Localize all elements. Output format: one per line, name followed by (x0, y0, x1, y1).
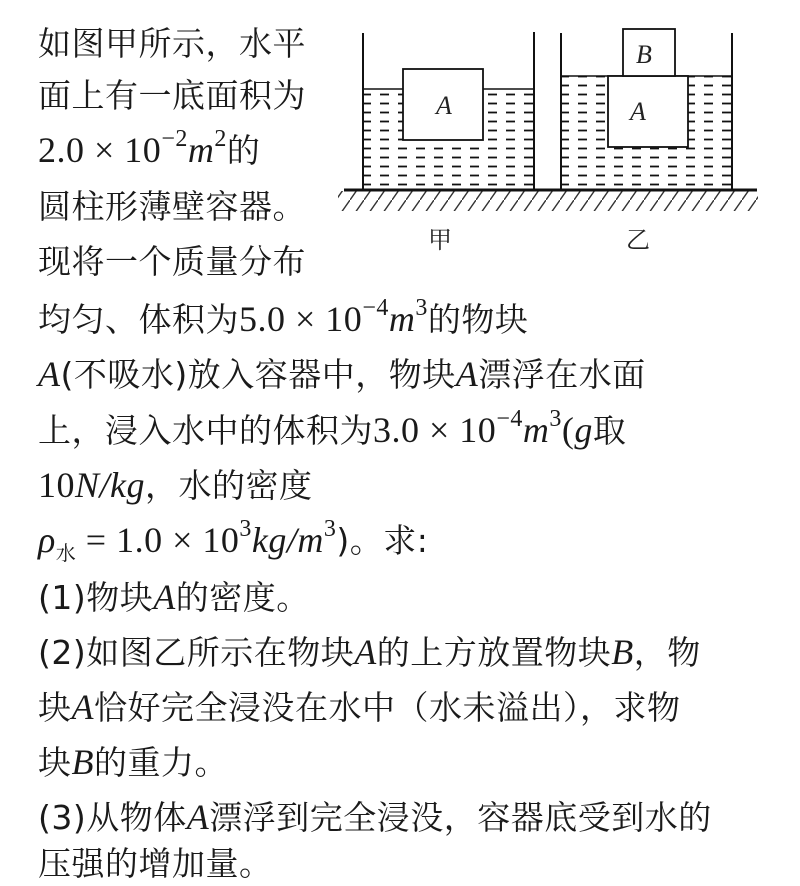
density-value: = 1.0 × 10 (76, 520, 240, 560)
subscript: 水 (55, 541, 77, 565)
exponent: 2 (214, 126, 227, 152)
text: (3)从物体 (38, 798, 187, 837)
exponent: −2 (161, 126, 188, 152)
exponent: −4 (362, 295, 389, 321)
block-a-label-right: A (630, 97, 646, 126)
text: 恰好完全浸没在水中（水未溢出），求物 (94, 688, 681, 727)
text: 均匀、体积为 (38, 300, 239, 339)
exponent: 3 (323, 516, 337, 542)
label-yi: 乙 (626, 226, 650, 254)
unit: N/kg (75, 465, 145, 505)
text: 的密度。 (175, 578, 310, 617)
paren: ( (561, 410, 575, 450)
ground (338, 190, 758, 211)
text-line-5: 现将一个质量分布 (38, 242, 306, 281)
area-value: 2.0 × 10 (38, 130, 162, 170)
text-line-4: 圆柱形薄壁容器。 (38, 187, 306, 226)
physics-figure (330, 20, 770, 260)
text: 取 (592, 411, 627, 450)
text: 块 (38, 688, 72, 727)
exponent: 3 (415, 295, 428, 321)
var-m: m (522, 410, 550, 450)
question-2-line-2 (38, 685, 681, 730)
container-right (561, 29, 733, 190)
unit: kg/m (251, 520, 324, 560)
text: 块 (38, 743, 72, 782)
text: (不吸水)放入容器中，物块 (60, 355, 456, 394)
text-line-3 (38, 128, 260, 173)
question-2-line-3 (38, 740, 228, 785)
exponent: 3 (239, 516, 252, 542)
var-g: g (574, 410, 593, 450)
text-line-6 (38, 297, 528, 342)
var-m: m (388, 299, 416, 339)
text: 的 (226, 131, 261, 170)
text: 漂浮在水面 (478, 355, 646, 394)
var-a: A (455, 354, 479, 394)
var-a: A (153, 577, 176, 617)
text-line-10 (38, 518, 428, 563)
exponent: −4 (496, 406, 523, 432)
var-b: B (71, 742, 94, 782)
text: (1)物块 (38, 578, 154, 617)
exponent: 3 (549, 406, 562, 432)
text: 上，浸入水中的体积为 (38, 411, 373, 450)
volume-value: 5.0 × 10 (239, 299, 363, 339)
var-rho: ρ (38, 520, 56, 560)
var-a: A (71, 687, 94, 727)
block-a-label-left: A (436, 91, 452, 120)
text: ，水的密度 (145, 466, 313, 505)
text-line-1: 如图甲所示，水平 (38, 24, 306, 63)
text: 的物块 (427, 300, 529, 339)
question-3-line-2: 压强的增加量。 (38, 844, 273, 883)
question-1 (38, 575, 310, 620)
text: (2)如图乙所示在物块 (38, 633, 355, 672)
text: 的重力。 (94, 743, 228, 782)
text-line-9 (38, 463, 313, 508)
var-a: A (186, 797, 210, 837)
var-a: A (38, 354, 61, 394)
var-m: m (187, 130, 215, 170)
block-a-right (608, 76, 688, 147)
container-left (363, 32, 534, 190)
text: )。求: (336, 521, 429, 560)
block-b-label: B (636, 40, 652, 69)
var-b: B (611, 632, 634, 672)
g-value: 10 (38, 465, 75, 505)
text-line-8 (38, 408, 626, 453)
label-jia: 甲 (428, 226, 452, 254)
container-diagram (330, 20, 770, 260)
text-line-7 (38, 352, 646, 397)
question-3-line-1 (38, 795, 712, 840)
text: 的上方放置物块 (376, 633, 612, 672)
question-2-line-1 (38, 630, 701, 675)
text: 漂浮到完全浸没，容器底受到水的 (209, 798, 712, 837)
submerged-volume-value: 3.0 × 10 (373, 410, 497, 450)
text: ，物 (633, 633, 701, 672)
var-a: A (354, 632, 377, 672)
text-line-2: 面上有一底面积为 (38, 76, 306, 115)
